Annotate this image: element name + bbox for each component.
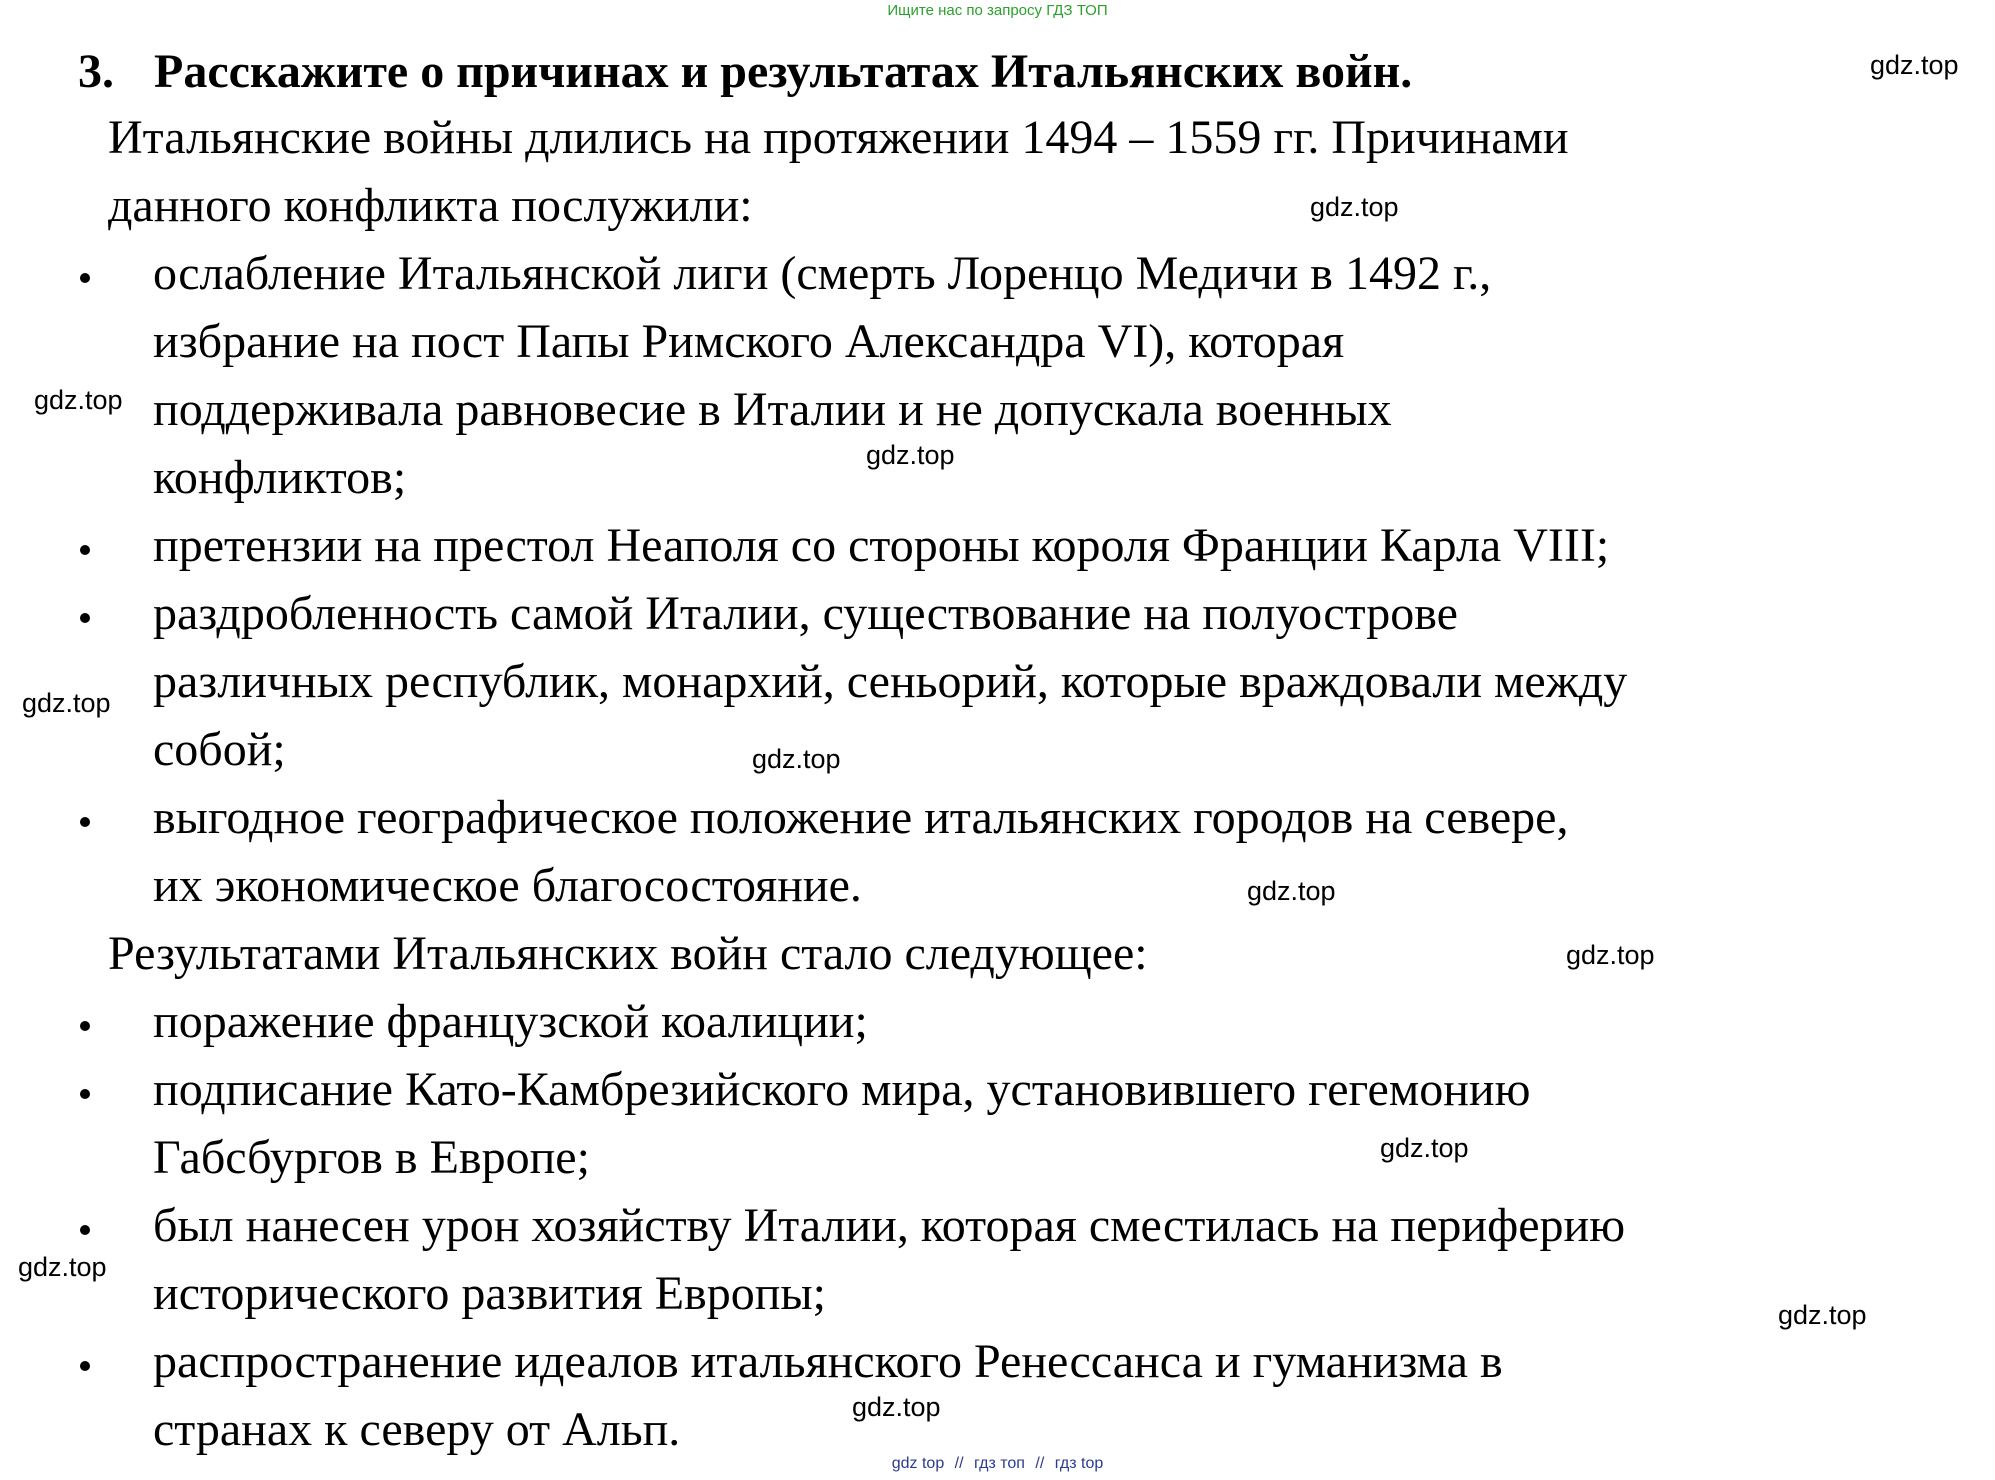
list-item-line: различных республик, монархий, сеньорий, которые враждовали между: [153, 655, 1628, 708]
question-text: Расскажите о причинах и результатах Итальянских войн.: [154, 45, 1413, 98]
watermark: gdz.top: [22, 688, 111, 718]
list-item-line: подписание Като-Камбрезийского мира, установившего гегемонию: [153, 1063, 1531, 1116]
footer-link[interactable]: гдз топ: [974, 1455, 1025, 1472]
list-bullet: [80, 1089, 90, 1099]
footer-links: [0, 1455, 1995, 1473]
question-number: 3.: [78, 45, 114, 98]
list-item-line: их экономическое благосостояние.: [153, 859, 862, 912]
list-item-line: странах к северу от Альп.: [153, 1403, 681, 1456]
list-item-line: раздробленность самой Италии, существование на полуострове: [153, 587, 1458, 640]
list-item-line: распространение идеалов итальянского Ренессанса и гуманизма в: [153, 1335, 1503, 1388]
list-bullet: [80, 1361, 90, 1371]
watermark: gdz.top: [1247, 876, 1336, 906]
question-title: [78, 38, 1412, 106]
list-item-line: конфликтов;: [153, 451, 407, 504]
watermark: gdz.top: [1380, 1133, 1469, 1163]
intro-line-2: данного конфликта послужили:: [108, 179, 753, 232]
watermark: gdz.top: [852, 1392, 941, 1422]
watermark: gdz.top: [34, 385, 123, 415]
watermark: gdz.top: [1310, 192, 1399, 222]
footer-link[interactable]: гдз top: [1054, 1455, 1104, 1472]
watermark: gdz.top: [1778, 1300, 1867, 1330]
results-intro: Результатами Итальянских войн стало следующее:: [108, 927, 1148, 980]
list-bullet: [80, 817, 90, 827]
list-item-line: собой;: [153, 723, 286, 776]
watermark: gdz.top: [1566, 940, 1655, 970]
footer-separator: //: [954, 1455, 964, 1472]
list-item-line: исторического развития Европы;: [153, 1267, 826, 1320]
footer-separator: //: [1035, 1455, 1045, 1472]
footer-link[interactable]: gdz top: [891, 1455, 945, 1472]
watermark: gdz.top: [1870, 50, 1959, 80]
watermark: gdz.top: [752, 744, 841, 774]
search-banner: Ищите нас по запросу ГДЗ ТОП: [887, 2, 1108, 19]
list-item-line: избрание на пост Папы Римского Александра VI), которая: [153, 315, 1345, 368]
intro-line-1: Итальянские войны длились на протяжении 1494 – 1559 гг. Причинами: [108, 111, 1569, 164]
list-item-line: Габсбургов в Европе;: [153, 1131, 590, 1184]
list-bullet: [80, 273, 90, 283]
list-item-line: выгодное географическое положение итальянских городов на севере,: [153, 791, 1569, 844]
watermark: gdz.top: [18, 1252, 107, 1282]
list-item-line: поддерживала равновесие в Италии и не допускала военных: [153, 383, 1392, 436]
list-bullet: [80, 1021, 90, 1031]
list-item-line: поражение французской коалиции;: [153, 995, 868, 1048]
list-item-line: был нанесен урон хозяйству Италии, которая сместилась на периферию: [153, 1199, 1626, 1252]
list-bullet: [80, 1225, 90, 1235]
list-bullet: [80, 545, 90, 555]
watermark: gdz.top: [866, 440, 955, 470]
list-item-line: претензии на престол Неаполя со стороны короля Франции Карла VIII;: [153, 519, 1610, 572]
list-bullet: [80, 613, 90, 623]
list-item-line: ослабление Итальянской лиги (смерть Лоренцо Медичи в 1492 г.,: [153, 247, 1492, 300]
